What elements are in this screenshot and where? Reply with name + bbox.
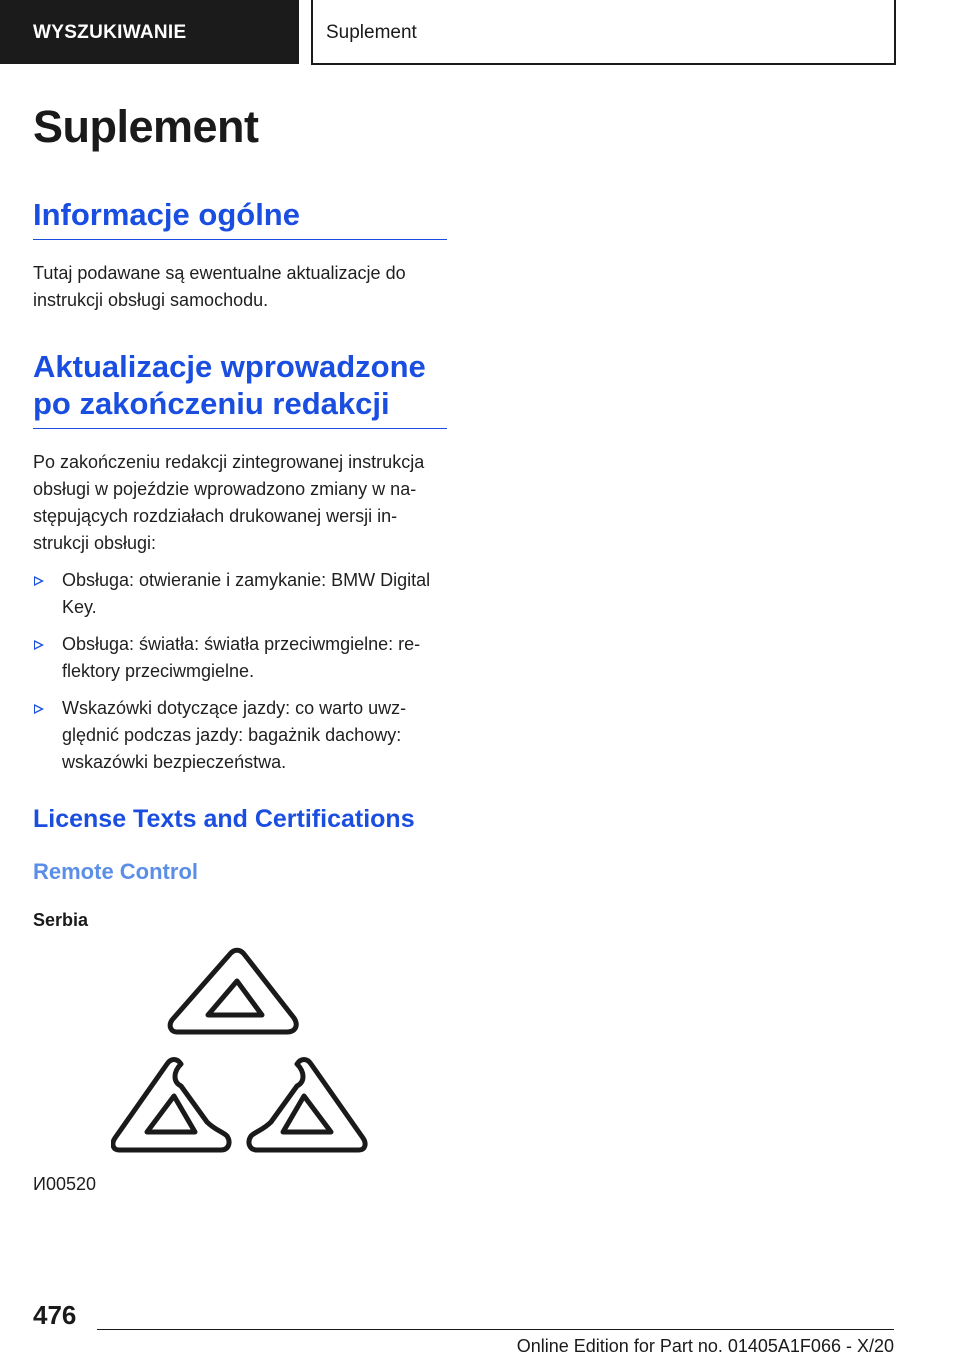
page-number: 476 [33, 1300, 77, 1330]
country-heading: Serbia [33, 910, 89, 930]
search-tab[interactable]: WYSZUKIWANIE [0, 0, 299, 64]
updates-paragraph: Po zakończeniu redakcji zintegrowanej instrukcja obsługi w pojeździe wprowadzono zmiany w następujących rozdziałach drukowanej wersji instrukcji obsługi: [33, 452, 425, 553]
footer-divider [97, 1329, 894, 1330]
triangle-bullet-icon [34, 704, 44, 714]
section-heading-updates: Aktualizacje wprowadzone po zakończeniu redakcji [33, 348, 447, 429]
list-item [33, 695, 447, 776]
list-item [33, 631, 447, 685]
remote-control-heading: Remote Control [33, 859, 198, 884]
page-title: Suplement [33, 101, 259, 152]
section-tab[interactable]: Suplement [311, 0, 896, 65]
list-item-text: Wskazówki dotyczące jazdy: co warto uwzględnić podczas jazdy: bagażnik dachowy: wskazówki bezpieczeństwa. [62, 698, 407, 772]
license-heading: License Texts and Certifications [33, 805, 415, 833]
main-content [33, 100, 447, 1196]
list-item-text: Obsługa: światła: światła przeciwmgielne: reflektory przeciwmgielne. [62, 634, 421, 681]
edition-footer: Online Edition for Part no. 01405A1F066 - X/20 [516, 1336, 894, 1356]
general-paragraph: Tutaj podawane są ewentualne aktualizacje do instrukcji obsługi samochodu. [33, 263, 406, 310]
updates-list [33, 567, 447, 776]
certificate-code: И00520 [33, 1174, 96, 1194]
list-item [33, 567, 447, 621]
list-item-text: Obsługa: otwieranie i zamykanie: BMW Digital Key. [62, 570, 431, 617]
triangle-bullet-icon [34, 640, 44, 650]
serbian-conformity-triangles-icon [111, 946, 371, 1158]
section-heading-general: Informacje ogólne [33, 196, 447, 240]
triangle-bullet-icon [34, 576, 44, 586]
